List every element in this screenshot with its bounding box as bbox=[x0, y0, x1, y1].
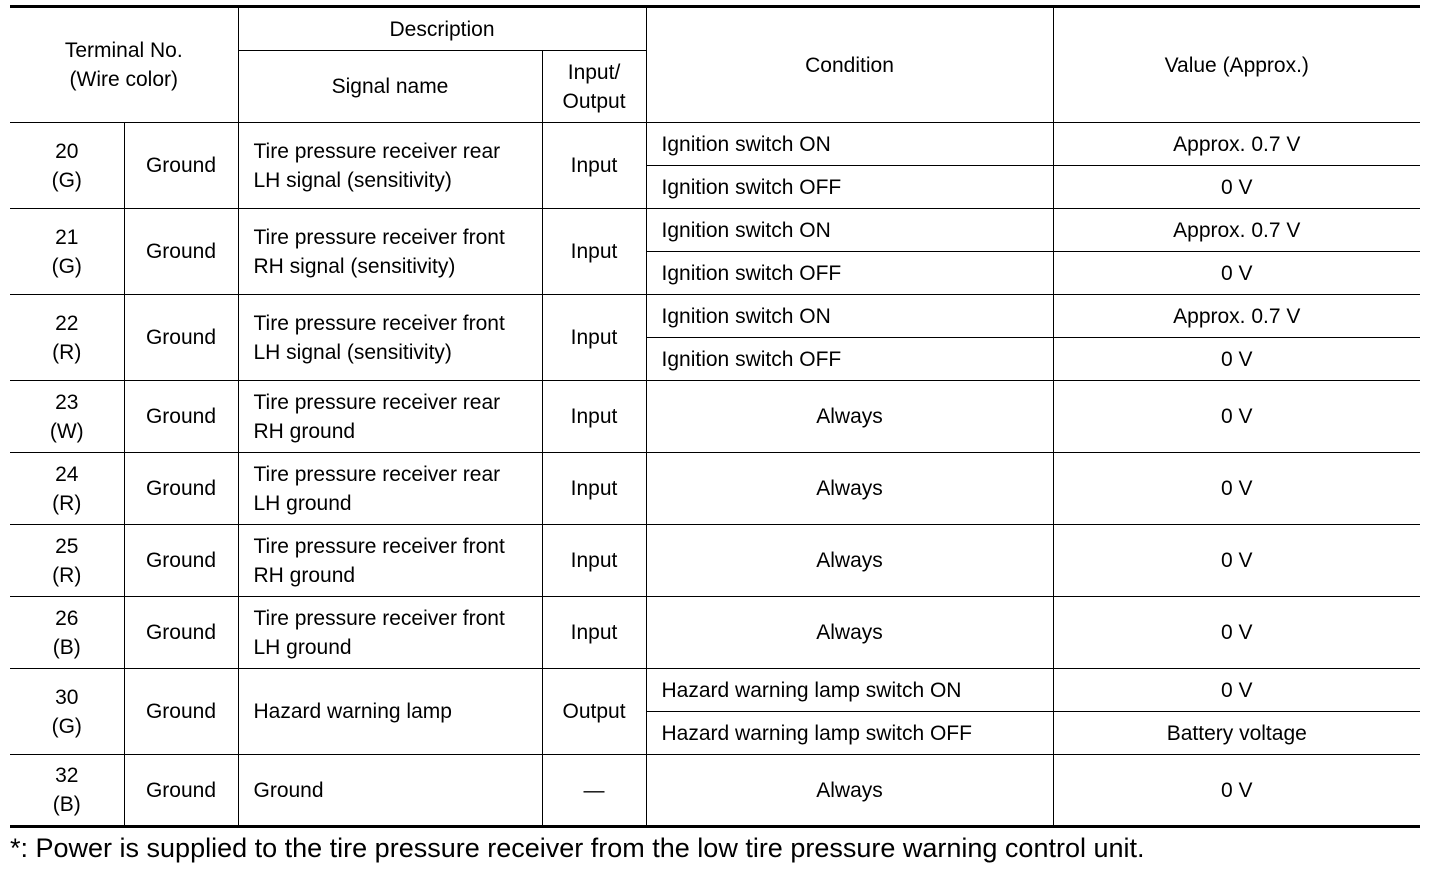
signal-name-cell bbox=[238, 209, 542, 295]
io-cell: Input bbox=[542, 295, 646, 381]
io-cell: Input bbox=[542, 209, 646, 295]
signal-name-cell: Ground bbox=[238, 755, 542, 827]
condition-cell: Always bbox=[646, 381, 1053, 453]
signal-line-1: Tire pressure receiver rear bbox=[253, 462, 501, 486]
signal-name-cell bbox=[238, 597, 542, 669]
wire-color: (R) bbox=[52, 340, 82, 364]
io-cell: Input bbox=[542, 597, 646, 669]
signal-line-2: RH signal (sensitivity) bbox=[253, 254, 456, 278]
value-cell: 0 V bbox=[1053, 166, 1420, 209]
terminal-number: 24 bbox=[55, 462, 79, 486]
terminal-cell bbox=[10, 123, 124, 209]
table-row bbox=[10, 381, 1420, 453]
value-cell: 0 V bbox=[1053, 338, 1420, 381]
signal-line-1: Tire pressure receiver front bbox=[253, 311, 505, 335]
ground-cell: Ground bbox=[124, 453, 238, 525]
table-header-row bbox=[10, 7, 1420, 51]
condition-cell: Ignition switch OFF bbox=[646, 166, 1053, 209]
condition-cell: Ignition switch ON bbox=[646, 123, 1053, 166]
wire-color: (B) bbox=[52, 635, 81, 659]
terminal-spec-table bbox=[10, 5, 1420, 828]
terminal-cell bbox=[10, 525, 124, 597]
condition-cell: Ignition switch ON bbox=[646, 209, 1053, 252]
value-cell: 0 V bbox=[1053, 525, 1420, 597]
terminal-no-label: Terminal No. bbox=[64, 39, 183, 62]
io-cell: — bbox=[542, 755, 646, 827]
signal-line-1: Tire pressure receiver rear bbox=[253, 390, 501, 414]
terminal-cell bbox=[10, 669, 124, 755]
table-row bbox=[10, 669, 1420, 712]
ground-cell: Ground bbox=[124, 123, 238, 209]
input-output-label-1: Input/ bbox=[567, 60, 621, 84]
table-row bbox=[10, 123, 1420, 166]
signal-name-cell bbox=[238, 381, 542, 453]
table-row bbox=[10, 453, 1420, 525]
ground-cell: Ground bbox=[124, 669, 238, 755]
signal-line-2: LH signal (sensitivity) bbox=[253, 168, 452, 192]
wire-color-label: (Wire color) bbox=[69, 68, 178, 91]
wire-color: (R) bbox=[52, 491, 82, 515]
signal-line-2: LH ground bbox=[253, 635, 352, 659]
terminal-cell bbox=[10, 597, 124, 669]
value-cell: 0 V bbox=[1053, 453, 1420, 525]
value-cell: Approx. 0.7 V bbox=[1053, 123, 1420, 166]
terminal-number: 25 bbox=[55, 534, 79, 558]
table-row bbox=[10, 295, 1420, 338]
terminal-cell bbox=[10, 209, 124, 295]
signal-name-cell bbox=[238, 295, 542, 381]
terminal-cell bbox=[10, 295, 124, 381]
signal-name-cell bbox=[238, 123, 542, 209]
io-cell: Input bbox=[542, 453, 646, 525]
value-cell: 0 V bbox=[1053, 597, 1420, 669]
ground-cell: Ground bbox=[124, 525, 238, 597]
value-cell: Approx. 0.7 V bbox=[1053, 209, 1420, 252]
wire-color: (B) bbox=[52, 793, 81, 816]
signal-line-2: RH ground bbox=[253, 419, 356, 443]
input-output-header bbox=[542, 51, 646, 123]
terminal-number: 22 bbox=[55, 311, 79, 335]
value-cell: 0 V bbox=[1053, 669, 1420, 712]
signal-name-cell bbox=[238, 453, 542, 525]
signal-line-2: RH ground bbox=[253, 563, 356, 587]
table-row bbox=[10, 597, 1420, 669]
signal-line-1: Tire pressure receiver front bbox=[253, 606, 505, 630]
terminal-cell bbox=[10, 381, 124, 453]
wire-color: (G) bbox=[51, 254, 82, 278]
condition-cell: Always bbox=[646, 755, 1053, 827]
signal-line-1: Tire pressure receiver front bbox=[253, 225, 505, 249]
signal-name-cell: Hazard warning lamp bbox=[238, 669, 542, 755]
io-cell: Input bbox=[542, 525, 646, 597]
ground-cell: Ground bbox=[124, 597, 238, 669]
io-cell: Output bbox=[542, 669, 646, 755]
condition-cell: Ignition switch OFF bbox=[646, 338, 1053, 381]
signal-name-header: Signal name bbox=[238, 51, 542, 123]
terminal-cell bbox=[10, 755, 124, 827]
ground-cell: Ground bbox=[124, 381, 238, 453]
terminal-number: 30 bbox=[55, 685, 79, 709]
table-row bbox=[10, 209, 1420, 252]
condition-cell: Always bbox=[646, 525, 1053, 597]
terminal-number: 20 bbox=[55, 139, 79, 163]
condition-cell: Ignition switch OFF bbox=[646, 252, 1053, 295]
wire-color: (G) bbox=[51, 168, 82, 192]
terminal-spec-sheet bbox=[10, 5, 1420, 865]
signal-line-2: LH signal (sensitivity) bbox=[253, 340, 452, 364]
ground-cell: Ground bbox=[124, 295, 238, 381]
condition-cell: Hazard warning lamp switch OFF bbox=[646, 712, 1053, 755]
table-row bbox=[10, 755, 1420, 827]
value-cell: 0 V bbox=[1053, 381, 1420, 453]
wire-color: (G) bbox=[51, 714, 82, 738]
io-cell: Input bbox=[542, 381, 646, 453]
ground-cell: Ground bbox=[124, 209, 238, 295]
signal-name-cell bbox=[238, 525, 542, 597]
terminal-no-header bbox=[10, 7, 238, 123]
signal-line-1: Tire pressure receiver rear bbox=[253, 139, 501, 163]
value-cell: 0 V bbox=[1053, 252, 1420, 295]
value-cell: Approx. 0.7 V bbox=[1053, 295, 1420, 338]
signal-line-1: Tire pressure receiver front bbox=[253, 534, 505, 558]
condition-cell: Always bbox=[646, 453, 1053, 525]
condition-cell: Hazard warning lamp switch ON bbox=[646, 669, 1053, 712]
wire-color: (R) bbox=[52, 563, 82, 587]
terminal-number: 23 bbox=[55, 390, 79, 414]
input-output-label-2: Output bbox=[562, 89, 626, 113]
condition-cell: Always bbox=[646, 597, 1053, 669]
footnote: *: Power is supplied to the tire pressure receiver from the low tire pressure warning control unit. bbox=[10, 833, 1145, 863]
io-cell: Input bbox=[542, 123, 646, 209]
signal-line-2: LH ground bbox=[253, 491, 352, 515]
condition-cell: Ignition switch ON bbox=[646, 295, 1053, 338]
table-row bbox=[10, 525, 1420, 597]
ground-cell: Ground bbox=[124, 755, 238, 827]
condition-header: Condition bbox=[646, 7, 1053, 123]
terminal-number: 26 bbox=[55, 606, 79, 630]
terminal-number: 32 bbox=[55, 764, 79, 787]
terminal-cell bbox=[10, 453, 124, 525]
wire-color: (W) bbox=[49, 419, 84, 443]
value-cell: Battery voltage bbox=[1053, 712, 1420, 755]
value-cell: 0 V bbox=[1053, 755, 1420, 827]
description-header: Description bbox=[238, 7, 646, 51]
value-header: Value (Approx.) bbox=[1053, 7, 1420, 123]
terminal-number: 21 bbox=[55, 225, 79, 249]
